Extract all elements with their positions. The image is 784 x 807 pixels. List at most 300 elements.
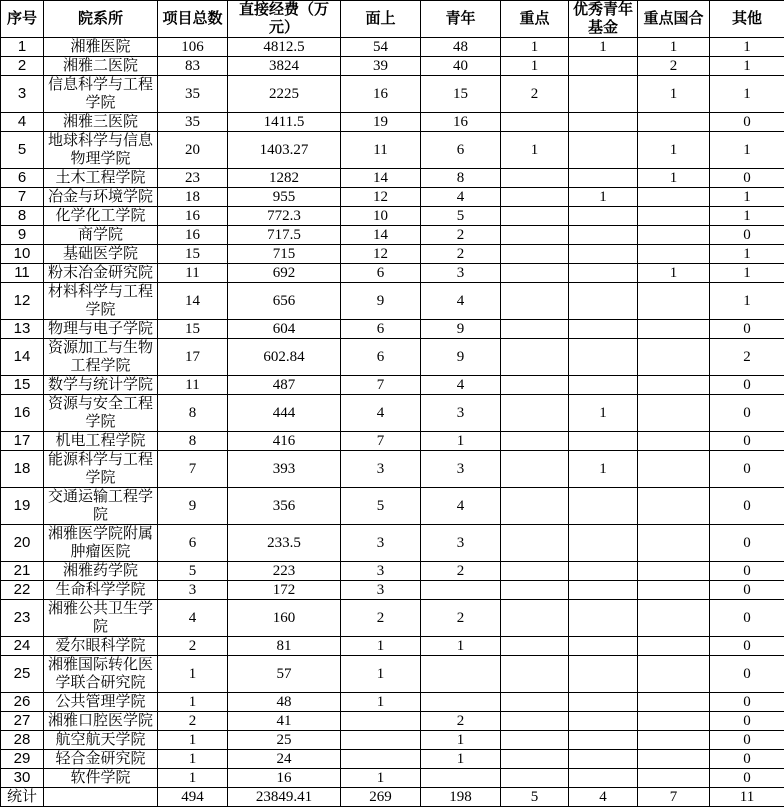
value-cell: [569, 207, 638, 226]
value-cell: 1403.27: [228, 132, 341, 169]
value-cell: [569, 750, 638, 769]
value-cell: [569, 339, 638, 376]
row-number-cell: 8: [1, 207, 44, 226]
value-cell: [501, 731, 569, 750]
value-cell: [501, 169, 569, 188]
value-cell: [501, 451, 569, 488]
department-cell: 机电工程学院: [44, 432, 158, 451]
table-row: [1, 188, 784, 207]
value-cell: 3: [341, 451, 421, 488]
table-row: [1, 395, 784, 432]
value-cell: 19: [341, 113, 421, 132]
value-cell: 416: [228, 432, 341, 451]
value-cell: 1: [569, 38, 638, 57]
value-cell: [501, 432, 569, 451]
value-cell: [569, 731, 638, 750]
value-cell: [638, 432, 710, 451]
value-cell: [501, 693, 569, 712]
department-cell: 公共管理学院: [44, 693, 158, 712]
value-cell: 6: [341, 320, 421, 339]
value-cell: 16: [158, 226, 228, 245]
value-cell: [638, 226, 710, 245]
value-cell: 4: [341, 395, 421, 432]
value-cell: 15: [158, 320, 228, 339]
value-cell: 604: [228, 320, 341, 339]
column-header: 重点国合: [638, 1, 710, 38]
value-cell: 18: [158, 188, 228, 207]
value-cell: [341, 712, 421, 731]
value-cell: [501, 264, 569, 283]
value-cell: 1: [501, 38, 569, 57]
department-cell: 湘雅三医院: [44, 113, 158, 132]
table-row: [1, 769, 784, 788]
value-cell: 1: [158, 731, 228, 750]
value-cell: 15: [421, 76, 501, 113]
value-cell: [638, 339, 710, 376]
value-cell: 12: [341, 245, 421, 264]
value-cell: 444: [228, 395, 341, 432]
value-cell: 20: [158, 132, 228, 169]
value-cell: 1: [710, 245, 784, 264]
department-cell: [44, 788, 158, 807]
value-cell: 1: [421, 432, 501, 451]
value-cell: 1: [710, 283, 784, 320]
department-cell: 基础医学院: [44, 245, 158, 264]
department-cell: 化学化工学院: [44, 207, 158, 226]
value-cell: 35: [158, 76, 228, 113]
row-number-cell: 3: [1, 76, 44, 113]
value-cell: 715: [228, 245, 341, 264]
department-cell: 软件学院: [44, 769, 158, 788]
table-row: [1, 637, 784, 656]
value-cell: 692: [228, 264, 341, 283]
value-cell: 14: [341, 169, 421, 188]
value-cell: 0: [710, 562, 784, 581]
value-cell: [341, 750, 421, 769]
value-cell: [638, 525, 710, 562]
value-cell: 0: [710, 432, 784, 451]
value-cell: 11: [158, 264, 228, 283]
row-number-cell: 16: [1, 395, 44, 432]
value-cell: [569, 245, 638, 264]
department-cell: 湘雅医院: [44, 38, 158, 57]
value-cell: [501, 339, 569, 376]
row-number-cell: 5: [1, 132, 44, 169]
value-cell: [638, 376, 710, 395]
value-cell: 2: [638, 57, 710, 76]
value-cell: 0: [710, 581, 784, 600]
value-cell: 8: [158, 395, 228, 432]
row-number-cell: 27: [1, 712, 44, 731]
row-number-cell: 20: [1, 525, 44, 562]
value-cell: 0: [710, 488, 784, 525]
value-cell: 1: [341, 637, 421, 656]
value-cell: [501, 581, 569, 600]
department-cell: 湘雅医学院附属肿瘤医院: [44, 525, 158, 562]
column-header: 重点: [501, 1, 569, 38]
value-cell: 83: [158, 57, 228, 76]
value-cell: [638, 395, 710, 432]
table-row: [1, 283, 784, 320]
department-cell: 冶金与环境学院: [44, 188, 158, 207]
table-row: [1, 245, 784, 264]
value-cell: 0: [710, 693, 784, 712]
value-cell: 0: [710, 731, 784, 750]
value-cell: [638, 113, 710, 132]
value-cell: 0: [710, 113, 784, 132]
value-cell: 0: [710, 525, 784, 562]
value-cell: 0: [710, 600, 784, 637]
table-row: [1, 264, 784, 283]
row-number-cell: 21: [1, 562, 44, 581]
value-cell: 1: [158, 693, 228, 712]
value-cell: 1: [710, 264, 784, 283]
row-number-cell: 2: [1, 57, 44, 76]
value-cell: 1: [638, 38, 710, 57]
table-row: [1, 207, 784, 226]
value-cell: 4: [421, 376, 501, 395]
table-row: [1, 600, 784, 637]
value-cell: 2: [501, 76, 569, 113]
value-cell: 0: [710, 320, 784, 339]
table-row: [1, 451, 784, 488]
value-cell: 1: [569, 188, 638, 207]
column-header: 项目总数: [158, 1, 228, 38]
value-cell: 3: [421, 264, 501, 283]
department-cell: 能源科学与工程学院: [44, 451, 158, 488]
value-cell: [569, 320, 638, 339]
value-cell: 2: [421, 600, 501, 637]
value-cell: 9: [421, 339, 501, 376]
row-number-cell: 15: [1, 376, 44, 395]
row-number-cell: 25: [1, 656, 44, 693]
department-cell: 物理与电子学院: [44, 320, 158, 339]
value-cell: 1: [341, 693, 421, 712]
value-cell: 1: [341, 656, 421, 693]
value-cell: 1: [158, 769, 228, 788]
value-cell: [569, 169, 638, 188]
value-cell: 1: [710, 38, 784, 57]
value-cell: 23: [158, 169, 228, 188]
value-cell: 1: [638, 132, 710, 169]
value-cell: 5: [501, 788, 569, 807]
value-cell: 1: [158, 656, 228, 693]
value-cell: 2225: [228, 76, 341, 113]
value-cell: [501, 656, 569, 693]
value-cell: 1: [421, 731, 501, 750]
value-cell: [638, 656, 710, 693]
value-cell: [638, 207, 710, 226]
value-cell: 0: [710, 226, 784, 245]
value-cell: 1: [569, 451, 638, 488]
table-header: [1, 1, 784, 38]
value-cell: 2: [341, 600, 421, 637]
value-cell: [569, 432, 638, 451]
table-row: [1, 581, 784, 600]
value-cell: [501, 376, 569, 395]
value-cell: 2: [158, 712, 228, 731]
value-cell: 16: [341, 76, 421, 113]
table-row: [1, 712, 784, 731]
value-cell: 0: [710, 169, 784, 188]
value-cell: 39: [341, 57, 421, 76]
value-cell: 3: [421, 395, 501, 432]
row-number-cell: 19: [1, 488, 44, 525]
value-cell: [569, 525, 638, 562]
department-cell: 交通运输工程学院: [44, 488, 158, 525]
value-cell: [638, 581, 710, 600]
value-cell: 0: [710, 376, 784, 395]
value-cell: 2: [421, 245, 501, 264]
department-cell: 资源与安全工程学院: [44, 395, 158, 432]
value-cell: 172: [228, 581, 341, 600]
value-cell: [638, 488, 710, 525]
value-cell: [638, 693, 710, 712]
row-number-cell: 7: [1, 188, 44, 207]
value-cell: [569, 488, 638, 525]
value-cell: 1: [569, 395, 638, 432]
table-row: [1, 132, 784, 169]
column-header: 直接经费（万元）: [228, 1, 341, 38]
column-header: 面上: [341, 1, 421, 38]
department-cell: 生命科学学院: [44, 581, 158, 600]
value-cell: [501, 226, 569, 245]
value-cell: 1: [501, 132, 569, 169]
row-number-cell: 26: [1, 693, 44, 712]
table-row: [1, 76, 784, 113]
value-cell: 3: [341, 562, 421, 581]
row-number-cell: 6: [1, 169, 44, 188]
department-cell: 湘雅国际转化医学联合研究院: [44, 656, 158, 693]
value-cell: 198: [421, 788, 501, 807]
value-cell: 1: [421, 750, 501, 769]
value-cell: 4: [158, 600, 228, 637]
value-cell: [569, 113, 638, 132]
value-cell: [569, 132, 638, 169]
value-cell: [638, 769, 710, 788]
value-cell: 54: [341, 38, 421, 57]
column-header: 其他: [710, 1, 784, 38]
value-cell: 5: [158, 562, 228, 581]
table-row: [1, 525, 784, 562]
column-header: 青年: [421, 1, 501, 38]
value-cell: 16: [421, 113, 501, 132]
row-number-cell: 18: [1, 451, 44, 488]
value-cell: 12: [341, 188, 421, 207]
value-cell: [501, 637, 569, 656]
value-cell: 393: [228, 451, 341, 488]
department-cell: 数学与统计学院: [44, 376, 158, 395]
column-header: 优秀青年基金: [569, 1, 638, 38]
value-cell: [501, 769, 569, 788]
value-cell: 10: [341, 207, 421, 226]
department-cell: 地球科学与信息物理学院: [44, 132, 158, 169]
value-cell: 1: [638, 76, 710, 113]
value-cell: 14: [158, 283, 228, 320]
value-cell: 1: [638, 264, 710, 283]
row-number-cell: 28: [1, 731, 44, 750]
row-number-cell: 1: [1, 38, 44, 57]
department-cell: 爱尔眼科学院: [44, 637, 158, 656]
value-cell: [501, 600, 569, 637]
value-cell: 4: [421, 488, 501, 525]
value-cell: 0: [710, 712, 784, 731]
value-cell: [569, 57, 638, 76]
value-cell: 14: [341, 226, 421, 245]
value-cell: 81: [228, 637, 341, 656]
value-cell: 57: [228, 656, 341, 693]
value-cell: 3: [421, 451, 501, 488]
value-cell: 1: [710, 76, 784, 113]
value-cell: [569, 656, 638, 693]
table-body: [1, 38, 784, 807]
value-cell: [501, 712, 569, 731]
value-cell: [638, 731, 710, 750]
value-cell: 1: [341, 769, 421, 788]
value-cell: 3: [421, 525, 501, 562]
table-row: [1, 226, 784, 245]
summary-row: [1, 788, 784, 807]
value-cell: 0: [710, 451, 784, 488]
value-cell: [638, 562, 710, 581]
value-cell: 8: [421, 169, 501, 188]
value-cell: 35: [158, 113, 228, 132]
row-number-cell: 22: [1, 581, 44, 600]
value-cell: 9: [421, 320, 501, 339]
department-cell: 信息科学与工程学院: [44, 76, 158, 113]
header-row: [1, 1, 784, 38]
table-row: [1, 57, 784, 76]
row-number-cell: 13: [1, 320, 44, 339]
value-cell: 772.3: [228, 207, 341, 226]
value-cell: [638, 451, 710, 488]
row-number-cell: 14: [1, 339, 44, 376]
value-cell: 16: [158, 207, 228, 226]
column-header: 序号: [1, 1, 44, 38]
value-cell: 9: [158, 488, 228, 525]
value-cell: 160: [228, 600, 341, 637]
value-cell: [501, 283, 569, 320]
value-cell: 487: [228, 376, 341, 395]
value-cell: [501, 488, 569, 525]
value-cell: [638, 637, 710, 656]
value-cell: 6: [341, 339, 421, 376]
value-cell: [501, 562, 569, 581]
value-cell: 1: [710, 132, 784, 169]
department-cell: 湘雅公共卫生学院: [44, 600, 158, 637]
value-cell: 4: [421, 283, 501, 320]
value-cell: [501, 207, 569, 226]
value-cell: [569, 693, 638, 712]
department-cell: 湘雅药学院: [44, 562, 158, 581]
department-cell: 材料科学与工程学院: [44, 283, 158, 320]
value-cell: [638, 188, 710, 207]
value-cell: [638, 320, 710, 339]
value-cell: 11: [158, 376, 228, 395]
table-row: [1, 376, 784, 395]
value-cell: 16: [228, 769, 341, 788]
value-cell: [421, 693, 501, 712]
department-cell: 粉末冶金研究院: [44, 264, 158, 283]
value-cell: 5: [421, 207, 501, 226]
value-cell: [421, 656, 501, 693]
value-cell: [421, 769, 501, 788]
value-cell: 4: [421, 188, 501, 207]
value-cell: 6: [421, 132, 501, 169]
table-row: [1, 656, 784, 693]
table-row: [1, 693, 784, 712]
value-cell: [569, 226, 638, 245]
value-cell: 5: [341, 488, 421, 525]
value-cell: 4: [569, 788, 638, 807]
value-cell: [638, 283, 710, 320]
value-cell: [569, 581, 638, 600]
value-cell: [569, 600, 638, 637]
table-row: [1, 750, 784, 769]
value-cell: [501, 525, 569, 562]
value-cell: 2: [421, 562, 501, 581]
value-cell: [501, 395, 569, 432]
value-cell: 11: [341, 132, 421, 169]
row-number-cell: 11: [1, 264, 44, 283]
value-cell: 1: [501, 57, 569, 76]
value-cell: 955: [228, 188, 341, 207]
value-cell: 0: [710, 656, 784, 693]
value-cell: 2: [421, 712, 501, 731]
value-cell: [569, 76, 638, 113]
value-cell: [501, 320, 569, 339]
value-cell: [421, 581, 501, 600]
value-cell: 269: [341, 788, 421, 807]
department-cell: 轻合金研究院: [44, 750, 158, 769]
value-cell: [501, 245, 569, 264]
value-cell: 3: [341, 525, 421, 562]
value-cell: [501, 188, 569, 207]
value-cell: 2: [421, 226, 501, 245]
table-row: [1, 38, 784, 57]
value-cell: 0: [710, 637, 784, 656]
value-cell: 2: [158, 637, 228, 656]
value-cell: 7: [158, 451, 228, 488]
value-cell: [569, 283, 638, 320]
value-cell: 1: [158, 750, 228, 769]
value-cell: 7: [341, 432, 421, 451]
department-cell: 商学院: [44, 226, 158, 245]
value-cell: [501, 113, 569, 132]
row-number-cell: 29: [1, 750, 44, 769]
value-cell: 7: [638, 788, 710, 807]
table-row: [1, 169, 784, 188]
value-cell: [569, 712, 638, 731]
column-header: 院系所: [44, 1, 158, 38]
value-cell: [638, 712, 710, 731]
value-cell: 602.84: [228, 339, 341, 376]
department-cell: 湘雅二医院: [44, 57, 158, 76]
value-cell: 3: [341, 581, 421, 600]
value-cell: 40: [421, 57, 501, 76]
table-row: [1, 339, 784, 376]
value-cell: 17: [158, 339, 228, 376]
value-cell: 223: [228, 562, 341, 581]
table-row: [1, 432, 784, 451]
row-number-cell: 23: [1, 600, 44, 637]
value-cell: [569, 562, 638, 581]
table-row: [1, 562, 784, 581]
row-number-cell: 24: [1, 637, 44, 656]
value-cell: 0: [710, 395, 784, 432]
table-row: [1, 731, 784, 750]
department-cell: 航空航天学院: [44, 731, 158, 750]
